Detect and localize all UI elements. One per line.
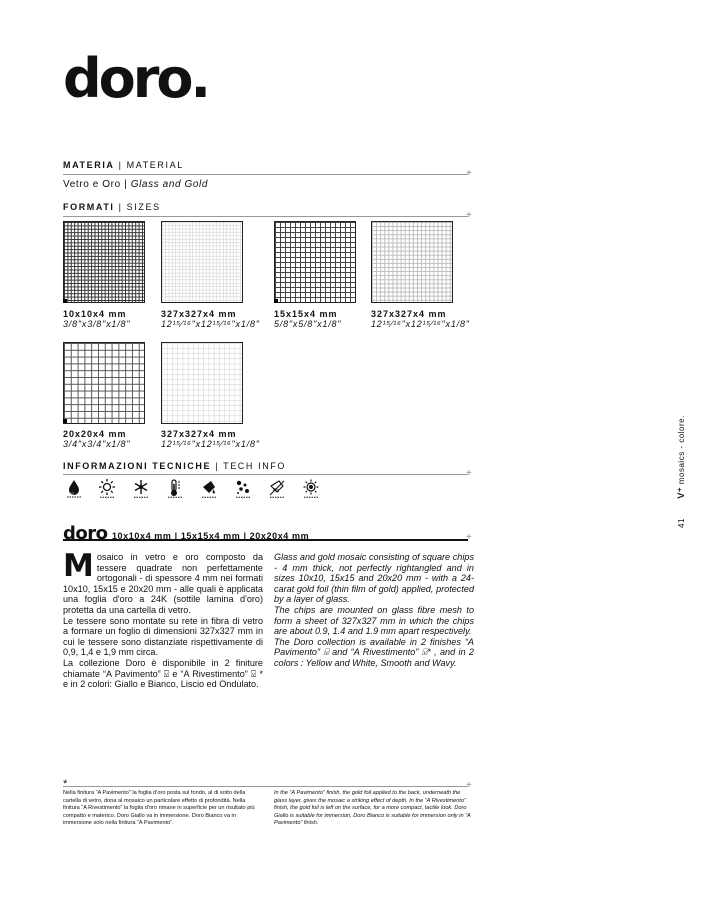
description-en: Glass and gold mosaic consisting of square chips - 4 mm thick, not perfectly rightangled and in sizes 10x10, 15x15 and 20x20 mm - with a 24-carat gold foil (thin film of gold) applied, protected by a layer of glass. The chips are mounted on glass fibre mesh to form a sheet of 327x327 mm in which the chips are about 0.9, 1.4 and 1.9 mm apart respectively. The Doro collection is available in 2 finishes “A Pavimento” ⍌ and “A Rivestimento” ⍌* , and in 2 colors : Yellow and White, Smooth and Wavy. — [274, 552, 474, 668]
plus-mark: + — [466, 468, 472, 479]
plus-mark: + — [466, 780, 472, 791]
material-rule — [63, 174, 468, 175]
formats-heading: FORMATI | SIZES — [63, 202, 161, 212]
tech-heading: INFORMAZIONI TECNICHE | TECH INFO — [63, 461, 286, 471]
scale-marker — [274, 299, 278, 303]
mosaic-sheet-10x10 — [161, 221, 243, 303]
stain-resistance-icon — [233, 478, 253, 498]
footnote-rule — [63, 786, 468, 787]
plus-mark: + — [466, 168, 472, 179]
product-name: doro — [63, 523, 108, 544]
footnote-en: In the “A Pavimento” finish, the gold foil applied to the back, underneath the glass layer, gives the mosaic a striking effect of depth. In the “A Rivestimento” finish, the gold foil is left on the surface, for a more compact, tactile look. Doro Giallo is suitable for immersion. Doro Bianco is suitable for immersion only in “A Pavimento” finish. — [274, 790, 471, 827]
frost-resistance-icon — [131, 478, 151, 498]
mosaic-sheet-15x15 — [371, 221, 453, 303]
side-footer — [676, 415, 687, 528]
brand-logo: V⁺ — [676, 486, 686, 499]
mosaic-swatch-10x10 — [63, 221, 145, 303]
size-label: 327x327x4 mm 12¹⁵⁄¹⁶"x12¹⁵⁄¹⁶"x1/8" — [371, 309, 470, 329]
size-label: 15x15x4 mm 5/8"x5/8"x1/8" — [274, 309, 342, 329]
light-fastness-icon — [301, 478, 321, 498]
thermal-shock-icon — [165, 478, 185, 498]
material-heading: MATERIA | MATERIAL — [63, 160, 184, 170]
tech-rule — [63, 474, 468, 475]
brand-label: mosaics - colore. — [677, 415, 686, 485]
material-heading-en: MATERIAL — [126, 160, 184, 170]
mosaic-sheet-20x20 — [161, 342, 243, 424]
page-number: 41 — [677, 518, 686, 528]
footnote-it: Nella finitura “A Pavimento” la foglia d'oro posta sul fondo, al di sotto della cartella di vetro, dona al mosaico un particolare effetto di profondità. Nella finitura “A Rivestimento” la foglia d'oro rimane in superficie per un risultato più compatto e materico. Doro Giallo va in immersione. Doro Bianco va in immersione solo nella finitura “A Pavimento”. — [63, 790, 255, 827]
size-label: 20x20x4 mm 3/4"x3/4"x1/8" — [63, 429, 131, 449]
chemical-resistance-icon — [199, 478, 219, 498]
formats-rule — [63, 216, 468, 217]
page-title: doro. — [63, 47, 208, 110]
mosaic-swatch-20x20 — [63, 342, 145, 424]
material-value: Vetro e Oro | Glass and Gold — [63, 179, 209, 190]
mosaic-swatch-15x15 — [274, 221, 356, 303]
plus-mark: + — [466, 210, 472, 221]
h2o-caption: H₂O — [66, 491, 74, 496]
size-label: 327x327x4 mm 12¹⁵⁄¹⁶"x12¹⁵⁄¹⁶"x1/8" — [161, 309, 260, 329]
size-label: 10x10x4 mm 3/8"x3/8"x1/8" — [63, 309, 131, 329]
pb-caption: Pb — [273, 488, 280, 494]
footnote-marker: * — [63, 778, 68, 790]
sun-resistance-icon — [97, 478, 117, 498]
description-it: Mosaico in vetro e oro composto da tessere quadrate non perfettamente ortogonali - di spessore 4 mm nei formati 10x10, 15x15 e 20x20 mm - alle quali è applicata una foglia d'oro a 24K (sottile lamina d'oro) protetta da una cartella di vetro. Le tessere sono montate su rete in fibra di vetro a formare un foglio di dimensioni 327x327 mm in cui le tessere sono distanziate rispettivamente di 0,9, 1,4 e 1,9 mm circa. La collezione Doro è disponibile in 2 finiture chiamate “A Pavimento” ⍌ e “A Rivestimento” ⍌ * e in 2 colori: Giallo e Bianco, Liscio ed Ondulato. — [63, 548, 263, 690]
scale-marker — [63, 299, 67, 303]
material-heading-it: MATERIA — [63, 160, 115, 170]
size-label: 327x327x4 mm 12¹⁵⁄¹⁶"x12¹⁵⁄¹⁶"x1/8" — [161, 429, 260, 449]
scale-marker — [63, 419, 67, 423]
product-rule — [63, 539, 468, 541]
product-sizes: 10x10x4 mm | 15x15x4 mm | 20x20x4 mm — [111, 531, 310, 541]
plus-mark: + — [466, 532, 472, 543]
drop-cap: M — [63, 548, 94, 584]
